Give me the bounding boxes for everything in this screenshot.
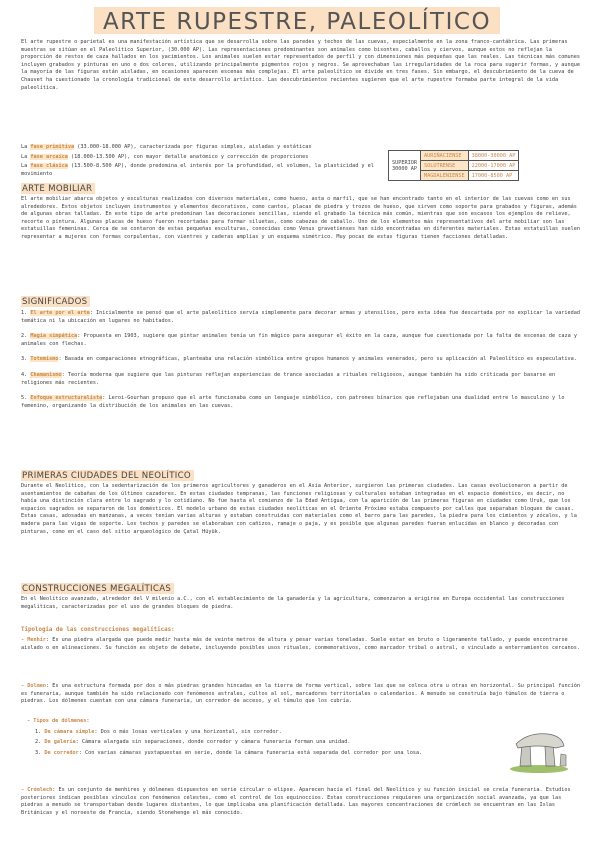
period-label: SUPERIOR 30000 AP	[389, 151, 421, 181]
dolmen-types: - Tipos de dólmenes: 1. De cámara simple: Dos o más losas verticales y una horizontal, sin corredor. 2. De galería: Cámara alargada sin separaciones, donde corredor y cámara funeraria forman una unidad. 3. De corredor: Con varias cámaras yuxtapuestas en serie, donde la cámara funeraria está separada del corredor por una losa.	[27, 718, 497, 757]
heading-primeras-ciudades: PRIMERAS CIUDADES DEL NEOLÍTICO	[21, 470, 194, 481]
phase-name: fase arcaica	[30, 153, 68, 160]
range-cell: 17000-8500 AP	[468, 171, 519, 181]
tipologia-heading: Tipología de las construcciones megalíticas:	[21, 627, 175, 633]
list-item: 1. De cámara simple: Dos o más losas verticales y una horizontal, sin corredor.	[35, 728, 282, 735]
phase-item: La fase primitiva (33.000-18.000 AP), caracterizada por figuras simples, aisladas y estáticas	[21, 144, 312, 150]
chronology-table	[388, 150, 519, 181]
phase-text: (33.000-18.000 AP), caracterizada por figuras simples, aisladas y estáticas	[77, 144, 312, 150]
list-item: 5. Enfoque estructuralista: Leroi-Gourhan propuso que el arte funcionaba como un lenguaje simbólico, con patrones binarios que reflejaban una dualidad entre lo masculino y lo femenino, organizando la distribución de los animales en las cuevas.	[21, 395, 565, 409]
phase-item: La fase clásica (13.500-8.500 AP), donde predomina el interés por la profundidad, el volumen, la plasticidad y el movimiento	[21, 163, 374, 177]
megaliticas-paragraph: En el Neolítico avanzado, alrededor del V milenio a.C., con el establecimiento de la ganadería y la agricultura, comenzaron a erigirse en Europa occidental las construcciones megalíticas, caracterizadas por el uso de grandes bloques de piedra.	[21, 596, 565, 610]
phase-text: (18.000-13.500 AP), con mayor detalle anatómico y corrección de proporciones	[70, 153, 309, 160]
page-title: ARTE RUPESTRE, PALEOLÍTICO	[102, 9, 492, 35]
dolmen-illustration-icon	[508, 722, 570, 774]
phase-text: (13.500-8.500 AP), donde predomina el interés por la profundidad, el volumen, la plasticidad y el movimiento	[21, 163, 374, 177]
phase-name: fase clásica	[30, 163, 68, 170]
heading-construcciones-megaliticas: CONSTRUCCIONES MEGALÍTICAS	[21, 583, 174, 594]
list-item: 3. De corredor: Con varias cámaras yuxtapuestas en serie, donde la cámara funeraria está separada del corredor por una losa.	[35, 749, 423, 756]
intro-paragraph: El arte rupestre o parietal es una manifestación artística que se desarrolla sobre las paredes y techos de las cuevas, especialmente en la zona franco-cantábrica. Las primeras muestras se sitúan en el Paleolítico Superior, (30.000 AP). Las representaciones predominantes son animales como bisontes, caballos y ciervos, aunque estos no reflejan la proporción de restos de caza hallados en los yacimientos. Los animales suelen estar representados de perfil y con dimensiones más pequeñas que las reales. Las técnicas más comunes incluyen grabados y pinturas en uno o dos colores, utilizando principalmente pigmentos rojos y negros. Se aprovechaban las irregularidades de la roca para sugerir formas, y aunque la mayoría de las figuras están aisladas, en ocasiones aparecen escenas más complejas. El arte paleolítico se divide en tres fases. Sin embargo, el descubrimiento de la cueva de Chauvet ha cuestionado la cronología tradicional de este desarrollo artístico. Las descubrimientos recientes sugieren que el arte rupestre formaba parte integral de la vida paleolítica.	[21, 39, 581, 91]
cromlech-paragraph: - Crómlech: Es un conjunto de menhires y dólmenes dispuestos en serie circular o elipse. Aparecen hacia el final del Neolítico y su función inicial se creía funeraria. Estudios posteriores indican posibles vínculos con fenómenos celestes, como el control de los equinoccios. Estas construcciones requieren una organización social avanzada, ya que las piedras a menudo se transportaban desde lugares distantes, lo que implicaba una planificación detallada. Las mayores concentraciones de crómlech se encuentran en las Islas Británicas y el noroeste de Francia, siendo Stonehenge el más conocido.	[21, 787, 571, 816]
phase-name: fase primitiva	[30, 144, 75, 150]
heading-arte-mobiliar: ARTE MOBILIAR	[21, 183, 95, 194]
list-item: 2. De galería: Cámara alargada sin separaciones, donde corredor y cámara funeraria forman una unidad.	[35, 739, 351, 746]
table-row	[389, 151, 519, 161]
list-item: 3. Totemismo: Basada en comparaciones etnográficas, planteaba una relación simbólica entre grupos humanos y animales venerados, pero su aplicación al Paleolítico es especulativa.	[21, 356, 577, 363]
phase-list	[21, 144, 381, 178]
title-banner	[94, 7, 500, 34]
culture-cell: AURIÑACIENSE	[421, 151, 469, 161]
range-cell: 38000-30000 AP	[468, 151, 519, 161]
culture-cell: MAGDALENIENSE	[421, 171, 469, 181]
ciudades-paragraph: Durante el Neolítico, con la sedentarización de los primeros agricultores y ganaderos en el Asia Anterior, surgieron las primeras ciudades. Las casas evolucionaron a partir de asentamientos de cabañas de los últimos cazadores. En estas ciudades tempranas, las funciones religiosas y culturales estaban integradas en el espacio doméstico, es decir, no había una distinción clara entre lo sagrado y lo cotidiano. No fue hasta el comienzo de la Edad Antigua, con la aparición de las primeras figuras en ciudades como Uruk, que los espacios sagrados se separaron de los domésticos. El modelo urbano de estas ciudades neolíticas en el Oriente Próximo estaba compuesto por calles que separaban bloques de casas. Estas casas, adosadas en manzanas, a veces tenían varias alturas y estaban construidas con materiales como el barro para las paredes, la piedra para los cimientos y zócalos, y la madera para las vigas de soporte. Los techos y paredes se elaboraban con cañizos, ramaje o paja, y es posible que algunas paredes fueran enlucidas en blanco y decoradas con pinturas, como en el caso del sitio arqueológico de Çatal Hüyük.	[21, 483, 577, 535]
heading-significados: SIGNIFICADOS	[21, 296, 90, 307]
significados-list	[21, 310, 581, 410]
list-item: 1. El arte por el arte: Inicialmente se pensó que el arte paleolítico servía simplemente para decorar armas y utensilios, pero esta idea fue descartada por no explicar la variedad temática ni la ubicación en lugares no habitados.	[21, 310, 581, 324]
dolmen-paragraph: - Dolmen: Es una estructura formada por dos o más piedras grandes hincadas en la tierra de forma vertical, sobre las que se coloca otra u otras en horizontal. Su principal función es funeraria, aunque también ha sido relacionado con fenómenos astrales, cultos al sol, marcadores territoriales o calendarios. A menudo se construía bajo túmulos de tierra o piedras. Los dólmenes cuentan con una cámara funeraria, un corredor de acceso, y el túmulo que los cubría.	[21, 683, 581, 705]
range-cell: 22000-17000 AP	[468, 161, 519, 171]
phase-item: La fase arcaica (18.000-13.500 AP), con mayor detalle anatómico y corrección de proporciones	[21, 153, 309, 160]
list-item: 2. Magia simpática: Propuesta en 1903, sugiere que pintar animales tenía un fin mágico para asegurar el éxito en la caza, aunque fue cuestionada por la falta de escenas de caza y animales con flechas.	[21, 333, 577, 347]
list-item: 4. Chamanismo: Teoría moderna que sugiere que las pinturas reflejan experiencias de trance asociadas a rituales religiosos, aunque también ha sido criticada por basarse en religiones más recientes.	[21, 371, 556, 386]
culture-cell: SOLUTRENSE	[421, 161, 469, 171]
menhir-paragraph: - Menhir: Es una piedra alargada que puede medir hasta más de veinte metros de altura y pesar varias toneladas. Suele estar en bruto o ligeramente tallado, y puede encontrarse aislado o en alineaciones. Su función es objeto de debate, incluyendo posibles usos rituales, conmemorativos, como marcador tribal o astral, o vinculado a enterramientos cercanos.	[21, 637, 581, 651]
mobiliar-paragraph: El arte mobiliar abarca objetos y esculturas realizados con diversos materiales, como hueso, asta o marfil, que se han encontrado tanto en el interior de las cuevas como en sus alrededores. Estos objetos incluyen instrumentos y elementos decorativos, como cantos, placas de piedra y trozos de hueso, que sirven como soporte para grabados y figuras, además de algunas obras talladas. En este tipo de arte predominan las decoraciones sencillas, siendo el grabado la técnica más común, mientras que son escasos los ejemplos de relieve, recorte o pintura. Algunas placas de hueso fueron recortadas para formar siluetas, como cabezas de caballo. Uno de los elementos más representativos del arte mobiliar son las estatuillas femeninas. Cerca de se contaron de estas pequeñas esculturas, conocidas como Venus gravetienses han sido encontradas en diferentes materiales. Estas estatuillas suelen representar a mujeres con formas corpulentas, con vientres y caderas amplias y un esquema simétrico. Muy pocas de estas figuras tienen facciones detalladas.	[21, 196, 581, 240]
